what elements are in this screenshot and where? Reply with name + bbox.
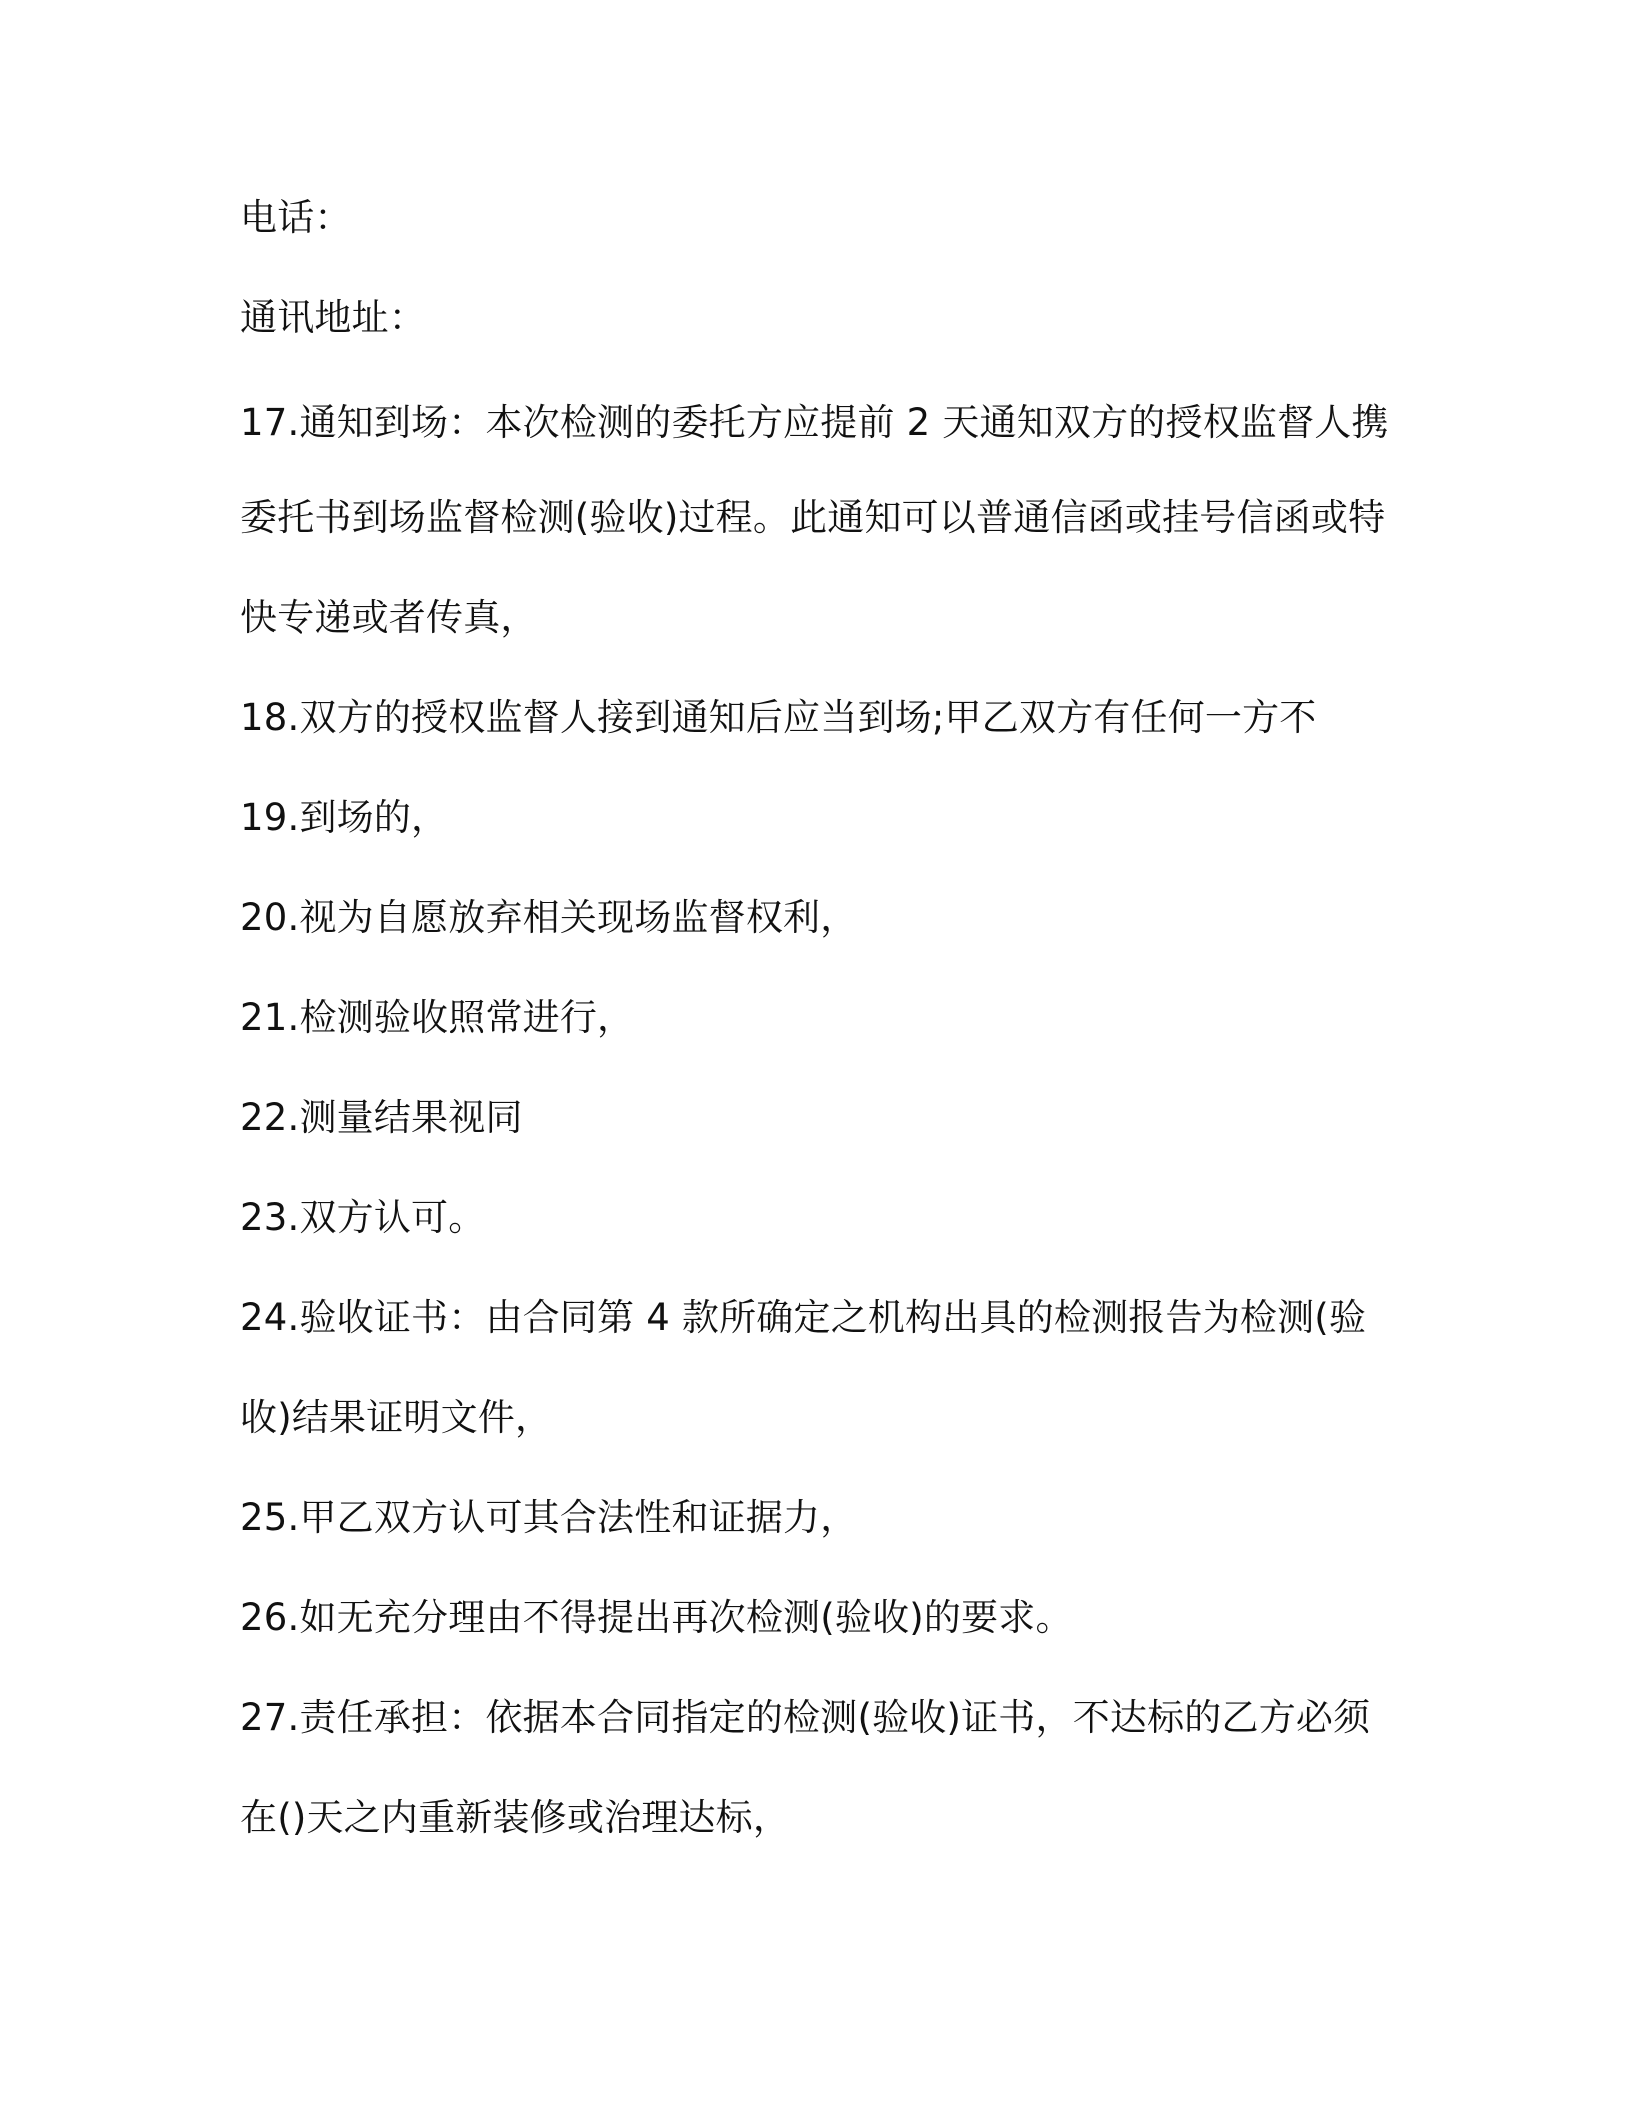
clause-23: 23.双方认可。: [240, 1196, 486, 1239]
clause-17-line-3: 快专递或者传真，: [240, 596, 538, 639]
address-label: 通讯地址：: [240, 296, 426, 339]
clause-27-line-1: 27.责任承担：依据本合同指定的检测(验收)证书，不达标的乙方必须: [240, 1696, 1371, 1739]
clause-17-line-2: 委托书到场监督检测(验收)过程。此通知可以普通信函或挂号信函或特: [240, 496, 1386, 539]
clause-21: 21.检测验收照常进行，: [240, 996, 635, 1039]
clause-17-line-1: 17.通知到场：本次检测的委托方应提前 2 天通知双方的授权监督人携: [240, 401, 1389, 444]
clause-22: 22.测量结果视同: [240, 1096, 523, 1139]
clause-27-line-2: 在()天之内重新装修或治理达标，: [240, 1796, 791, 1839]
clause-24-line-2: 收)结果证明文件，: [240, 1396, 553, 1439]
clause-26: 26.如无充分理由不得提出再次检测(验收)的要求。: [240, 1596, 1073, 1639]
clause-19: 19.到场的，: [240, 796, 449, 839]
clause-25: 25.甲乙双方认可其合法性和证据力，: [240, 1496, 858, 1539]
phone-label: 电话：: [240, 196, 352, 239]
clause-20: 20.视为自愿放弃相关现场监督权利，: [240, 896, 858, 939]
clause-18: 18.双方的授权监督人接到通知后应当到场;甲乙双方有任何一方不: [240, 696, 1317, 739]
clause-24-line-1: 24.验收证书：由合同第 4 款所确定之机构出具的检测报告为检测(验: [240, 1296, 1367, 1339]
